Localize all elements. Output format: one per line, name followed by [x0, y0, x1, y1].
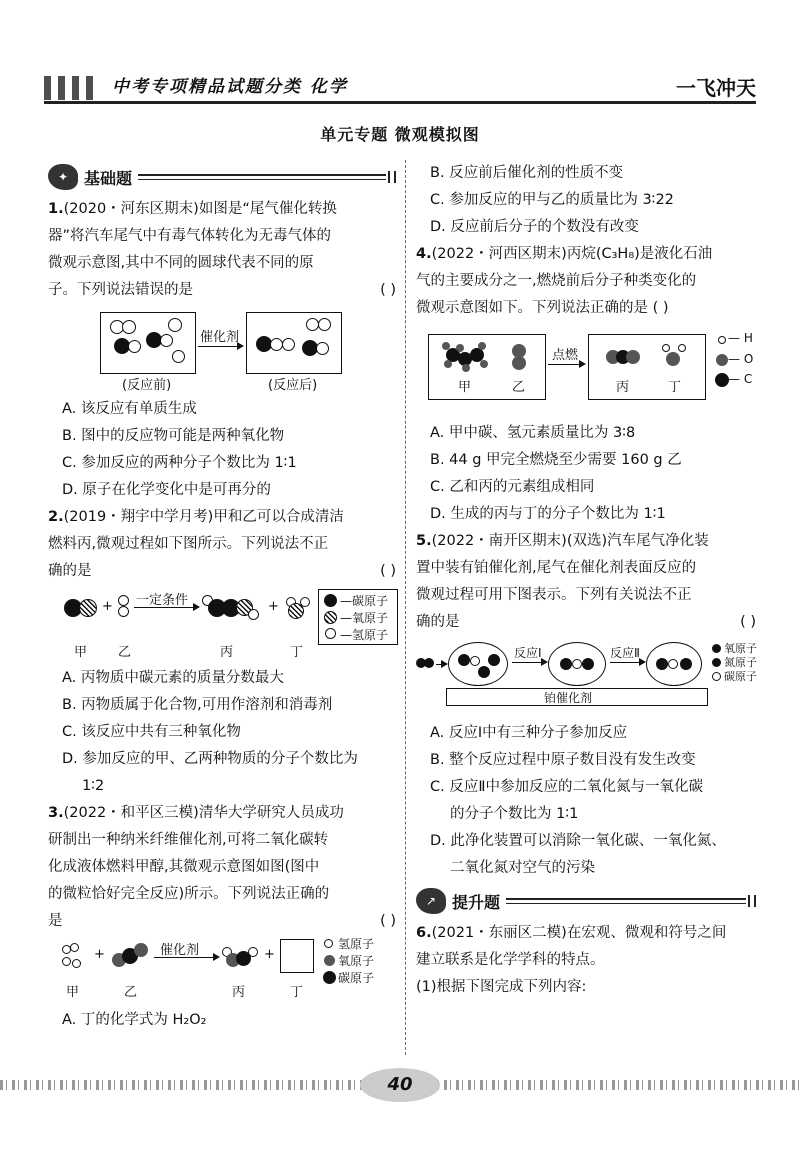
atom	[128, 340, 141, 353]
plus-sign: +	[268, 599, 279, 614]
option: B. 44 g 甲完全燃烧至少需要 160 g 乙	[430, 452, 682, 468]
reaction-1-label: 反应Ⅰ	[514, 646, 542, 660]
q3-line: 研制出一种纳米纤维催化剂,可将二氧化碳转	[48, 832, 329, 848]
q4-line: 微观示意图如下。下列说法正确的是 ( )	[416, 300, 669, 316]
q6-line: 建立联系是化学学科的特点。	[416, 952, 605, 968]
atom	[712, 658, 721, 667]
section-basic-label: 基础题	[84, 168, 133, 188]
atom	[626, 350, 640, 364]
q1-line: 器”将汽车尾气中有毒气体转化为无毒气体的	[48, 228, 332, 244]
option: A. 甲中碳、氢元素质量比为 3∶8	[430, 425, 636, 441]
atom	[282, 338, 295, 351]
atom	[318, 318, 331, 331]
option: C. 反应Ⅱ中参加反应的二氧化氮与一氧化碳	[430, 779, 703, 795]
atom	[134, 943, 148, 957]
question-2	[48, 504, 396, 800]
condition-label: 一定条件	[136, 593, 189, 608]
q1-line: 微观示意图,其中不同的圆球代表不同的原	[48, 255, 314, 271]
option: B. 图中的反应物可能是两种氧化物	[62, 428, 285, 444]
atom	[168, 318, 182, 332]
option-continued: 二氧化氮对空气的污染	[450, 860, 595, 876]
label-jia: 甲	[66, 985, 80, 1000]
atom	[662, 344, 670, 352]
q5-number: 5.	[416, 533, 432, 549]
page-number: 40	[360, 1068, 440, 1102]
right-column	[416, 160, 756, 1001]
q3-line: 的微粒恰好完全反应)所示。下列说法正确的	[48, 886, 330, 902]
series-title: 中考专项精品试题分类 化学	[112, 77, 348, 97]
label-ding: 丁	[290, 985, 304, 1000]
atom	[458, 654, 470, 666]
question-3	[48, 800, 396, 1034]
option: D. 生成的丙与丁的分子个数比为 1∶1	[430, 506, 666, 522]
q3-line: (2022・和平区三模)清华大学研究人员成功	[63, 805, 344, 821]
option: A. 丙物质中碳元素的质量分数最大	[62, 670, 284, 686]
legend-label: 氧原子	[724, 642, 757, 655]
legend-label: 碳原子	[724, 670, 757, 683]
atom	[718, 336, 726, 344]
atom	[324, 594, 337, 607]
atom	[560, 658, 572, 670]
left-column	[48, 160, 396, 1034]
atom	[122, 320, 136, 334]
q6-line: (2021・东丽区二模)在宏观、微观和符号之间	[431, 925, 727, 941]
atom	[248, 947, 258, 957]
option: D. 此净化装置可以消除一氧化碳、一氧化氮、	[430, 833, 726, 849]
atom	[444, 360, 452, 368]
option: B. 整个反应过程中原子数目没有发生改变	[430, 752, 696, 768]
atom	[118, 606, 129, 617]
q6-subquestion: (1)根据下图完成下列内容:	[416, 979, 587, 995]
after-label: (反应后)	[268, 378, 318, 393]
q4-line: (2022・河西区期末)丙烷(C₃H₈)是液化石油	[431, 246, 713, 262]
label-yi: 乙	[124, 985, 138, 1000]
legend-label: 碳原子	[338, 971, 375, 985]
atom	[70, 943, 79, 952]
atom	[172, 350, 185, 363]
plus-sign: +	[94, 947, 105, 962]
option: A. 丁的化学式为 H₂O₂	[62, 1012, 207, 1028]
q3-number: 3.	[48, 805, 64, 821]
q3-line: 化成液体燃料甲醇,其微观示意图如图(图中	[48, 859, 320, 875]
option: C. 乙和丙的元素组成相同	[430, 479, 595, 495]
label-bing: 丙	[616, 380, 630, 395]
atom	[72, 959, 81, 968]
atom	[325, 628, 336, 639]
page-footer	[0, 1068, 800, 1104]
q3-line: 是	[48, 913, 63, 929]
atom	[442, 342, 450, 350]
plus-sign: +	[102, 599, 113, 614]
section-rule	[506, 898, 746, 904]
atom	[470, 656, 480, 666]
legend-label: —氢原子	[340, 628, 389, 642]
atom	[680, 658, 692, 670]
atom	[324, 611, 337, 624]
legend-label: —氧原子	[340, 611, 389, 625]
atom	[478, 666, 490, 678]
option: A. 该反应有单质生成	[62, 401, 197, 417]
label-bing: 丙	[220, 645, 234, 660]
atom	[462, 364, 470, 372]
legend-label: — O	[728, 352, 754, 366]
atom	[324, 939, 333, 948]
q1-figure	[48, 308, 396, 393]
q1-line: 子。下列说法错误的是	[48, 282, 193, 298]
atom	[323, 971, 336, 984]
legend-label: 氢原子	[338, 937, 375, 951]
label-ding: 丁	[668, 380, 682, 395]
catalyst-label: 铂催化剂	[544, 691, 593, 705]
atom	[678, 344, 686, 352]
brand-logo: 一飞冲天	[676, 76, 756, 100]
atom	[715, 373, 729, 387]
option: C. 该反应中共有三种氧化物	[62, 724, 241, 740]
atom	[488, 654, 500, 666]
atom	[118, 595, 129, 606]
question-5	[416, 528, 756, 882]
legend-label: — C	[728, 372, 753, 386]
swoosh-icon: ↗	[416, 888, 446, 914]
atom	[716, 354, 728, 366]
section-advanced-label: 提升题	[452, 892, 501, 912]
q5-line: (2022・南开区期末)(双选)汽车尾气净化装	[431, 533, 709, 549]
catalyst-label: 催化剂	[160, 943, 200, 958]
answer-paren: ( )	[380, 913, 396, 929]
reaction-arrow	[548, 364, 584, 365]
reaction-2-label: 反应Ⅱ	[610, 646, 640, 660]
label-jia: 甲	[458, 380, 472, 395]
atom	[572, 659, 582, 669]
q5-figure	[416, 640, 756, 714]
option: D. 参加反应的甲、乙两种物质的分子个数比为	[62, 751, 358, 767]
section-rule-end	[748, 895, 756, 907]
atom	[456, 344, 464, 352]
option: C. 参加反应的两种分子个数比为 1∶1	[62, 455, 297, 471]
question-4	[416, 241, 756, 528]
atom	[478, 342, 486, 350]
label-ding: 丁	[290, 645, 304, 660]
q5-line: 微观过程可用下图表示。下列有关说法不正	[416, 587, 692, 603]
option: D. 反应前后分子的个数没有改变	[430, 219, 639, 235]
column-divider	[405, 160, 406, 1055]
q3-figure	[48, 939, 396, 1001]
q2-line: 燃料丙,微观过程如下图所示。下列说法不正	[48, 536, 329, 552]
q2-figure	[48, 589, 396, 659]
section-rule	[138, 174, 386, 180]
header-rule	[44, 101, 756, 104]
option: A. 反应Ⅰ中有三种分子参加反应	[430, 725, 628, 741]
label-jia: 甲	[74, 645, 88, 660]
q1-line: (2020・河东区期末)如图是“尾气催化转换	[63, 201, 337, 217]
answer-paren: ( )	[740, 614, 756, 630]
q4-figure	[416, 326, 756, 414]
atom	[424, 658, 434, 668]
q5-line: 确的是	[416, 614, 460, 630]
reaction-arrow	[198, 346, 242, 347]
atom	[712, 644, 721, 653]
legend-label: — H	[728, 331, 753, 345]
section-advanced-header	[416, 884, 756, 918]
label-yi: 乙	[118, 645, 132, 660]
legend-label: —碳原子	[340, 594, 389, 608]
atom	[512, 356, 526, 370]
q1-number: 1.	[48, 201, 64, 217]
inflow-arrow	[436, 664, 446, 665]
q4-number: 4.	[416, 246, 432, 262]
page-title: 单元专题 微观模拟图	[320, 125, 480, 144]
option: B. 丙物质属于化合物,可用作溶剂和消毒剂	[62, 697, 333, 713]
atom	[248, 609, 259, 620]
label-bing: 丙	[232, 985, 246, 1000]
q6-number: 6.	[416, 925, 432, 941]
q5-line: 置中装有铂催化剂,尾气在催化剂表面反应的	[416, 560, 697, 576]
ignite-label: 点燃	[552, 348, 579, 363]
reaction-arrow	[512, 662, 546, 663]
legend-label: 氮原子	[724, 656, 757, 669]
section-rule-end	[388, 171, 396, 183]
option-continued: 的分子个数比为 1∶1	[450, 806, 579, 822]
q2-line: (2019・翔宇中学月考)甲和乙可以合成清洁	[63, 509, 344, 525]
q2-number: 2.	[48, 509, 64, 525]
q2-line: 确的是	[48, 563, 92, 579]
reaction-arrow	[610, 662, 644, 663]
option: C. 参加反应的甲与乙的质量比为 3∶22	[430, 192, 674, 208]
option-continued: 1∶2	[82, 778, 105, 794]
atom	[62, 957, 71, 966]
atom	[656, 658, 668, 670]
atom	[316, 342, 329, 355]
puzzle-icon: ✦	[48, 164, 78, 190]
question-1	[48, 196, 396, 504]
answer-paren: ( )	[380, 282, 396, 298]
section-basic-header	[48, 160, 396, 194]
answer-paren: ( )	[380, 563, 396, 579]
atom	[668, 659, 678, 669]
atom	[300, 597, 310, 607]
product-box	[588, 334, 706, 400]
option: B. 反应前后催化剂的性质不变	[430, 165, 624, 181]
q4-line: 气的主要成分之一,燃烧前后分子种类变化的	[416, 273, 697, 289]
option: D. 原子在化学变化中是可再分的	[62, 482, 271, 498]
label-yi: 乙	[512, 380, 526, 395]
empty-box	[280, 939, 314, 973]
atom	[324, 955, 335, 966]
atom	[79, 599, 97, 617]
atom	[712, 672, 721, 681]
plus-sign: +	[264, 947, 275, 962]
atom	[160, 334, 173, 347]
legend-label: 氧原子	[338, 954, 375, 968]
before-label: (反应前)	[122, 378, 172, 393]
catalyst-label: 催化剂	[200, 330, 240, 345]
atom	[480, 360, 488, 368]
question-6	[416, 920, 756, 1001]
atom	[666, 352, 680, 366]
atom	[582, 658, 594, 670]
